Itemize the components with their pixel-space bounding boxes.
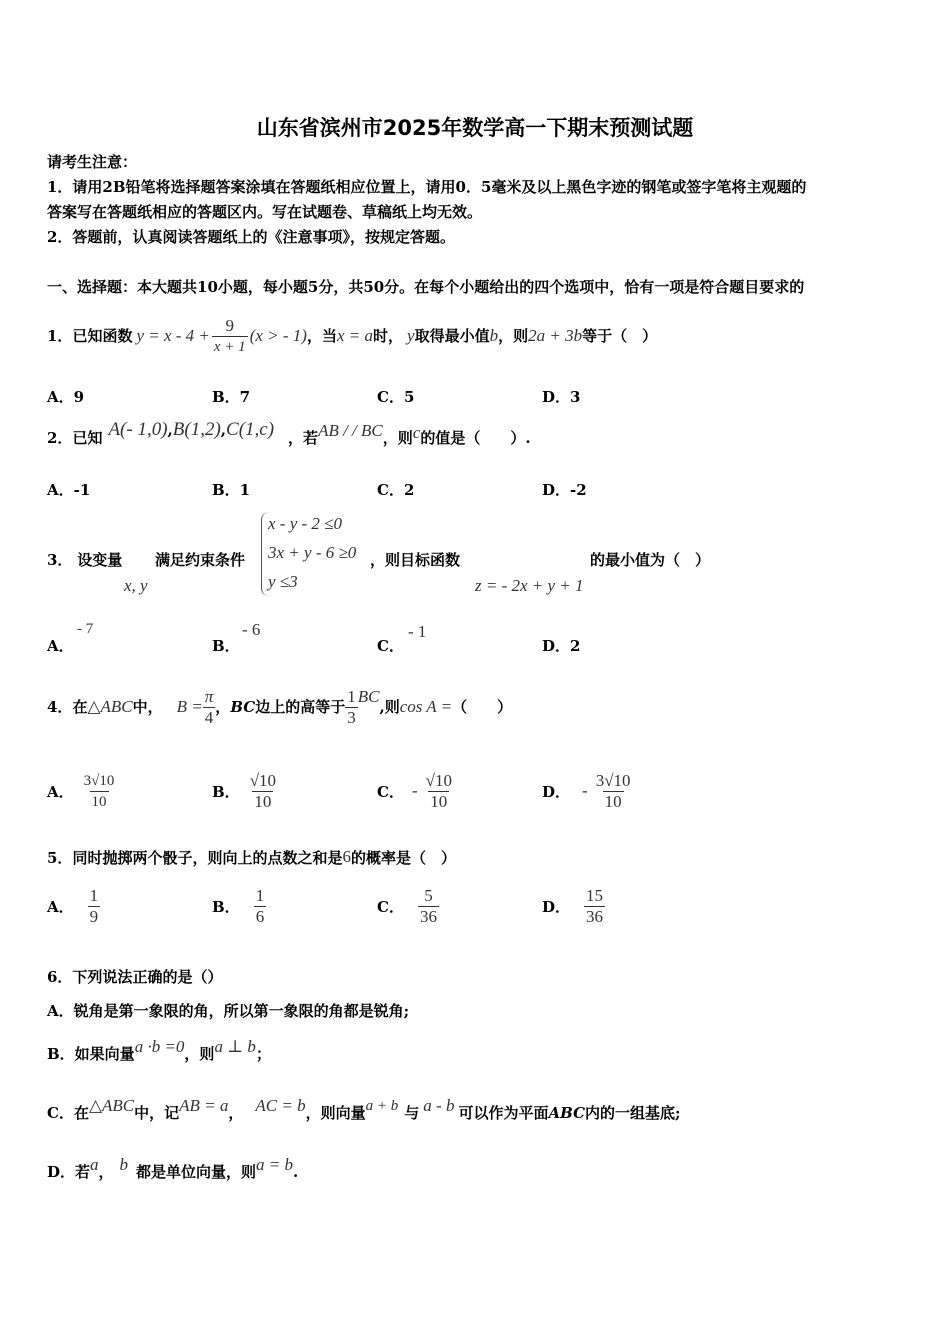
fraction-denominator: 10 <box>90 791 109 812</box>
option-label: B． <box>212 897 240 916</box>
q6-c-plane-abc: ABC <box>548 1104 586 1122</box>
q6-c-text-2: ， <box>228 1104 244 1122</box>
q1-text-5: ，则 <box>498 327 529 345</box>
q1-expr-5: 2a + 3b <box>528 326 583 345</box>
q3-option-b-value: - 6 <box>242 620 261 639</box>
q6-c-text-4: 与 <box>404 1104 420 1122</box>
question-3 <box>47 550 122 570</box>
option-label: A． <box>47 782 74 801</box>
page-title: 山东省滨州市2025年数学高一下期末预测试题 <box>256 116 694 140</box>
minus-sign: - <box>582 781 588 800</box>
q6-c-triangle: △ABC <box>88 1096 135 1115</box>
q4-option-d[interactable] <box>542 765 633 817</box>
q6-option-d[interactable] <box>47 1155 298 1189</box>
notice-item-1-line-2: 答案写在答题纸相应的答题区内。写在试题卷、草稿纸上均无效。 <box>47 203 483 221</box>
fraction-denominator: 36 <box>586 906 604 926</box>
option-label: C． <box>377 782 404 801</box>
notice-heading: 请考生注意： <box>47 153 138 171</box>
question-number: 1． <box>47 327 73 345</box>
q1-condition: (x > - 1) <box>249 326 307 345</box>
q2-option-d[interactable]: D．-2 <box>542 481 587 499</box>
question-2: 2． 已知 A(- 1,0) , B(1,2) , C(1,c) ，若 AB / / BC ，则 c 的值是（ ）. <box>47 419 531 447</box>
q1-fraction-denominator: x + 1 <box>212 336 248 357</box>
q5-expr-6: 6 <box>342 847 351 866</box>
question-6: 6．下列说法正确的是（） <box>47 968 223 986</box>
q1-expr-4: b <box>489 326 499 345</box>
q4-option-b-fraction <box>248 771 278 812</box>
q4-option-c[interactable] <box>377 765 454 817</box>
q2-text-2: ，若 <box>288 429 319 447</box>
question-number: 3． <box>47 551 73 569</box>
q3-constraint-2: 3x + y - 6 ≥0 <box>268 543 357 562</box>
q1-text-2: ，当 <box>306 327 337 345</box>
q3-constraint-3: y ≤3 <box>268 572 298 591</box>
question-number: 4． <box>47 698 73 716</box>
q4-option-d-fraction <box>594 771 633 812</box>
q6-d-end: . <box>293 1163 299 1181</box>
q4-angle-fraction <box>203 687 216 728</box>
q4-cos-a: cos A = <box>399 697 453 716</box>
q6-d-text-2: 都是单位向量，则 <box>136 1163 257 1181</box>
q4-text-6: （ ） <box>452 698 513 716</box>
question-4 <box>47 680 512 734</box>
notice-item-1-line-1: 1．请用2B铅笔将选择题答案涂填在答题纸相应位置上，请用0．5毫米及以上黑色字迹的钢笔或签字笔将主观题的 <box>47 178 807 196</box>
fraction-numerator: 15 <box>586 885 604 905</box>
fraction-numerator: 1 <box>255 885 265 905</box>
q2-option-a[interactable]: A．-1 <box>47 481 91 499</box>
q1-text-6: 等于（ ） <box>582 327 658 345</box>
q5-option-d[interactable] <box>542 880 605 932</box>
question-number: 5． <box>47 849 73 867</box>
q3-option-d[interactable]: D．2 <box>542 637 581 655</box>
q6-b-end: ； <box>255 1045 271 1063</box>
q5-text-1: 同时抛掷两个骰子，则向上的点数之和是 <box>72 849 343 867</box>
q3-option-a-label[interactable]: A． <box>47 637 74 655</box>
q6-c-sum: a + b <box>365 1098 399 1114</box>
q6-b-expr-1: a ·b =0 <box>134 1037 185 1056</box>
q3-option-a-value: - 7 <box>77 621 94 637</box>
q6-c-text-3: ，则向量 <box>305 1104 366 1122</box>
fraction-numerator: 3√10 <box>595 770 631 790</box>
q5-text-2: 的概率是（ ） <box>350 849 456 867</box>
fraction-denominator: 36 <box>419 906 437 926</box>
fraction-numerator: 3√10 <box>83 772 115 789</box>
q1-option-c[interactable]: C．5 <box>377 388 415 406</box>
q3-text-1: 设变量 <box>77 551 123 569</box>
q6-c-vector-ac: AC = b <box>255 1096 306 1115</box>
q1-option-b[interactable]: B．7 <box>212 388 251 406</box>
fraction-denominator: 6 <box>255 906 265 926</box>
q4-angle-denominator: 4 <box>204 707 214 727</box>
question-5 <box>47 848 456 868</box>
q6-d-vector-a: a <box>90 1155 99 1174</box>
q4-text-3: ， <box>215 698 231 716</box>
q4-triangle: △ABC <box>87 697 133 716</box>
q3-text-2: 满足约束条件 <box>155 551 246 569</box>
q6-d-text-1: ， <box>98 1163 114 1181</box>
q4-text-4: 边上的高等于 <box>255 698 346 716</box>
q6-option-b[interactable] <box>47 1037 271 1071</box>
q4-text-5: ,则 <box>379 698 400 716</box>
q1-expr-2: x = a <box>336 326 373 345</box>
q6-c-vector-ab: AB = a <box>179 1096 229 1115</box>
q3-option-c-value: - 1 <box>408 622 427 641</box>
q6-d-expr: a = b <box>256 1155 294 1174</box>
q4-height-numerator: 1 <box>347 686 356 706</box>
q5-option-b[interactable] <box>212 880 266 932</box>
q6-c-diff: a - b <box>423 1096 455 1115</box>
q6-b-text: ，则 <box>184 1045 215 1063</box>
q5-option-a-fraction <box>88 886 101 927</box>
q3-constraint-1: x - y - 2 ≤0 <box>268 514 342 533</box>
q2-option-c[interactable]: C．2 <box>377 481 415 499</box>
option-label: C． <box>377 897 404 916</box>
q1-option-d[interactable]: D．3 <box>542 388 581 406</box>
q3-text-3: ，则目标函数 <box>370 551 461 569</box>
q2-option-b[interactable]: B．1 <box>212 481 251 499</box>
option-label: D． <box>542 897 571 916</box>
option-label: C．在 <box>47 1104 89 1122</box>
q6-b-expr-2: a ⊥ b <box>214 1037 256 1056</box>
q1-fraction <box>212 316 248 357</box>
q4-option-b[interactable] <box>212 765 278 817</box>
option-label: D． <box>542 782 571 801</box>
q4-option-a-fraction <box>82 771 117 812</box>
fraction-numerator: √10 <box>425 770 452 790</box>
section-heading: 一、选择题：本大题共10小题，每小题5分，共50分。在每个小题给出的四个选项中，恰有一项是符合题目要求的 <box>47 278 805 296</box>
q2-text-4: 的值是（ ）. <box>420 429 531 447</box>
q3-vars: x, y <box>124 576 148 595</box>
q1-fraction-numerator: 9 <box>225 315 235 335</box>
question-1 <box>47 312 657 360</box>
fraction-numerator: 1 <box>89 885 99 905</box>
q4-height-fraction <box>345 687 358 728</box>
q1-expr-left: y = x - 4 + <box>136 326 210 345</box>
q4-height-denominator: 3 <box>347 707 356 727</box>
option-label: A． <box>47 897 74 916</box>
fraction-denominator: 9 <box>89 906 99 926</box>
q4-expr-bc: BC <box>357 687 380 706</box>
q3-option-c-label[interactable]: C． <box>377 637 404 655</box>
minus-sign: - <box>411 781 418 800</box>
q5-option-a[interactable] <box>47 880 100 932</box>
fraction-numerator: √10 <box>249 770 277 790</box>
fraction-denominator: 10 <box>430 791 448 811</box>
q4-option-c-fraction <box>424 771 454 812</box>
q1-option-a[interactable]: A．9 <box>47 388 85 406</box>
q2-point-c: C(1,c) <box>226 419 275 440</box>
q6-c-text-6: 内的一组基底; <box>585 1104 681 1122</box>
q5-option-b-fraction <box>254 886 267 927</box>
q4-option-a[interactable] <box>47 765 116 817</box>
q6-option-c[interactable] <box>47 1096 681 1130</box>
q1-expr-3: y <box>407 326 415 345</box>
q2-point-b: B(1,2) <box>172 419 221 440</box>
q4-text-1: 在 <box>72 698 88 716</box>
option-label: D．若 <box>47 1163 91 1181</box>
q1-text-3: 时， <box>373 327 404 345</box>
q2-text-1: 已知 <box>72 429 103 447</box>
question-number: 2． <box>47 429 73 447</box>
q3-text-4: 的最小值为（ ） <box>590 551 711 569</box>
q2-text-3: ，则 <box>382 429 413 447</box>
q2-point-a: A(- 1,0) <box>108 419 168 440</box>
q3-objective: z = - 2x + y + 1 <box>475 576 584 595</box>
q3-option-b-label[interactable]: B． <box>212 637 240 655</box>
q4-angle-numerator: π <box>204 686 214 706</box>
q5-option-c[interactable] <box>377 880 439 932</box>
q4-text-2: 中， <box>132 698 163 716</box>
option-label: B．如果向量 <box>47 1045 135 1063</box>
q4-angle-b: B = <box>176 697 203 716</box>
q6-c-text-1: 中，记 <box>134 1104 180 1122</box>
q4-bc: BC <box>230 698 256 716</box>
q2-expr-parallel: AB / / BC <box>318 421 383 440</box>
q1-text-1: 已知函数 <box>72 327 133 345</box>
q1-text-4: 取得最小值 <box>414 327 490 345</box>
q5-option-c-fraction <box>418 886 439 927</box>
q2-expr-c: c <box>412 423 421 442</box>
notice-item-2: 2．答题前，认真阅读答题纸上的《注意事项》，按规定答题。 <box>47 228 455 246</box>
fraction-numerator: 5 <box>424 885 433 905</box>
fraction-denominator: 10 <box>604 791 622 811</box>
option-label: B． <box>212 782 240 801</box>
q6-c-text-5: 可以作为平面 <box>458 1104 549 1122</box>
q5-option-d-fraction <box>584 886 605 927</box>
q6-d-vector-b: b <box>119 1155 129 1174</box>
fraction-denominator: 10 <box>254 791 272 811</box>
q6-option-a[interactable]: A．锐角是第一象限的角，所以第一象限的角都是锐角; <box>47 1002 410 1020</box>
